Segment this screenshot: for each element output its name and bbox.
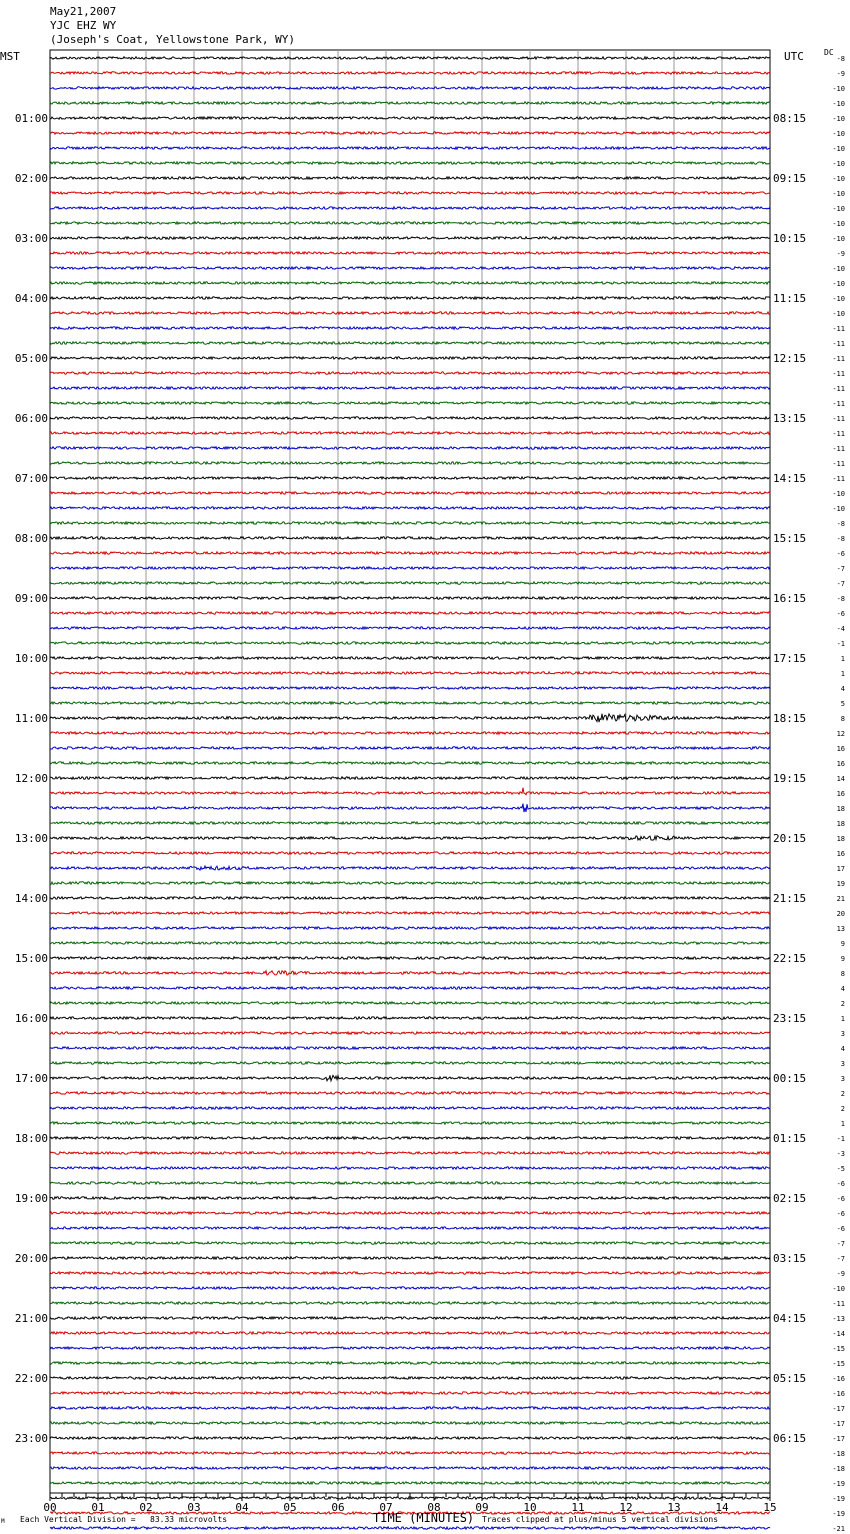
trace-line: [50, 267, 770, 269]
trace-line: [50, 897, 770, 899]
trace-line: [50, 1467, 770, 1469]
trace-line: [50, 1452, 770, 1454]
dc-offset-label: 3: [840, 1075, 845, 1083]
dc-offset-label: -10: [832, 130, 845, 138]
trace-line: [50, 971, 770, 975]
trace-line: [50, 1062, 770, 1064]
trace-line: [50, 507, 770, 509]
dc-offset-label: -1: [836, 640, 845, 648]
trace-line: [50, 942, 770, 944]
trace-line: [50, 836, 770, 840]
hour-label-left: 01:00: [14, 112, 48, 125]
hour-label-right: 23:15: [773, 1012, 807, 1025]
trace-line: [50, 1137, 770, 1139]
x-tick-label: 05: [283, 1501, 297, 1514]
trace-line: [50, 1227, 770, 1229]
dc-offset-label: -7: [836, 1240, 845, 1248]
dc-offset-label: -18: [832, 1450, 845, 1458]
x-tick-label: 12: [619, 1501, 633, 1514]
trace-line: [50, 987, 770, 989]
trace-line: [50, 1152, 770, 1154]
dc-offset-label: -7: [836, 1255, 845, 1263]
trace-line: [50, 1272, 770, 1274]
dc-offset-label: -10: [832, 100, 845, 108]
hour-label-right: 01:15: [773, 1132, 807, 1145]
hour-label-right: 00:15: [773, 1072, 807, 1085]
dc-offset-label: 2: [840, 1090, 845, 1098]
hour-label-right: 22:15: [773, 952, 807, 965]
trace-line: [50, 762, 770, 764]
hour-label-left: 08:00: [14, 532, 48, 545]
trace-line: [50, 1497, 770, 1499]
dc-offset-label: -11: [832, 370, 845, 378]
hour-label-left: 11:00: [14, 712, 48, 725]
x-tick-label: 06: [331, 1501, 345, 1514]
trace-line: [50, 417, 770, 419]
trace-line: [50, 1332, 770, 1334]
dc-offset-label: -11: [832, 325, 845, 333]
trace-line: [50, 147, 770, 149]
hour-label-right: 13:15: [773, 412, 807, 425]
trace-line: [50, 1122, 770, 1124]
dc-offset-label: 4: [840, 985, 845, 993]
dc-offset-label: 1: [840, 1015, 845, 1023]
trace-line: [50, 732, 770, 734]
trace-line: [50, 237, 770, 239]
dc-offset-label: -7: [836, 565, 845, 573]
trace-line: [50, 1407, 770, 1409]
hour-label-right: 18:15: [773, 712, 807, 725]
dc-offset-label: -8: [836, 595, 845, 603]
trace-line: [50, 582, 770, 584]
dc-offset-label: -11: [832, 445, 845, 453]
dc-offset-label: -8: [836, 520, 845, 528]
dc-offset-label: -10: [832, 115, 845, 123]
dc-offset-label: -13: [832, 1315, 845, 1323]
scale-note: Each Vertical Division = 83.33 microvolts: [20, 1515, 228, 1524]
dc-offset-label: -10: [832, 505, 845, 513]
dc-offset-label: -11: [832, 430, 845, 438]
trace-line: [50, 822, 770, 824]
trace-line: [50, 447, 770, 449]
hour-label-left: 02:00: [14, 172, 48, 185]
dc-offset-label: -10: [832, 280, 845, 288]
dc-offset-label: -16: [832, 1375, 845, 1383]
dc-offset-label: 5: [840, 700, 845, 708]
trace-line: [50, 1527, 770, 1529]
dc-offset-label: 2: [840, 1000, 845, 1008]
trace-line: [50, 1257, 770, 1259]
trace-line: [50, 1422, 770, 1424]
hour-labels: [15, 55, 845, 1534]
clip-note: Traces clipped at plus/minus 5 vertical divisions: [482, 1515, 719, 1524]
dc-offset-label: -10: [832, 235, 845, 243]
dc-offset-label: 18: [836, 820, 845, 828]
hour-label-left: 20:00: [14, 1252, 48, 1265]
trace-line: [50, 342, 770, 344]
trace-line: [50, 747, 770, 749]
hour-label-right: 20:15: [773, 832, 807, 845]
trace-line: [50, 87, 770, 89]
dc-offset-label: 16: [836, 790, 845, 798]
trace-line: [50, 1377, 770, 1379]
x-tick-label: 11: [571, 1501, 585, 1514]
dc-offset-label: -11: [832, 475, 845, 483]
x-tick-label: 00: [43, 1501, 57, 1514]
hour-label-left: 18:00: [14, 1132, 48, 1145]
dc-offset-label: -15: [832, 1360, 845, 1368]
x-tick-label: 08: [427, 1501, 441, 1514]
trace-line: [50, 372, 770, 374]
right-timezone-label: UTC: [784, 50, 804, 63]
hour-label-right: 05:15: [773, 1372, 807, 1385]
dc-offset-label: -6: [836, 1225, 845, 1233]
hour-label-right: 19:15: [773, 772, 807, 785]
x-tick-label: 02: [139, 1501, 153, 1514]
x-tick-label: 09: [475, 1501, 489, 1514]
dc-offset-label: 8: [840, 715, 845, 723]
dc-offset-label: -19: [832, 1495, 845, 1503]
dc-offset-label: 3: [840, 1060, 845, 1068]
dc-offset-label: -10: [832, 175, 845, 183]
dc-offset-label: 2: [840, 1105, 845, 1113]
trace-line: [50, 162, 770, 164]
dc-offset-label: -9: [836, 250, 845, 258]
dc-offset-label: -10: [832, 160, 845, 168]
x-tick-label: 14: [715, 1501, 729, 1514]
hour-label-right: 16:15: [773, 592, 807, 605]
dc-offset-label: -15: [832, 1345, 845, 1353]
hour-label-left: 21:00: [14, 1312, 48, 1325]
trace-line: [50, 552, 770, 554]
trace-line: [50, 252, 770, 254]
header-location: (Joseph's Coat, Yellowstone Park, WY): [50, 33, 296, 46]
trace-line: [50, 642, 770, 644]
dc-offset-label: -6: [836, 550, 845, 558]
trace-line: [50, 537, 770, 539]
trace-line: [50, 1287, 770, 1289]
dc-offset-label: -11: [832, 415, 845, 423]
trace-line: [50, 1002, 770, 1004]
hour-label-left: 19:00: [14, 1192, 48, 1205]
dc-offset-label: -3: [836, 1150, 845, 1158]
trace-line: [50, 477, 770, 479]
corner-mark: M: [1, 1518, 5, 1525]
left-timezone-label: MST: [0, 50, 20, 63]
hour-label-right: 04:15: [773, 1312, 807, 1325]
trace-line: [50, 72, 770, 74]
trace-line: [50, 1107, 770, 1109]
dc-offset-label: 20: [836, 910, 845, 918]
dc-offset-label: -17: [832, 1405, 845, 1413]
hour-label-right: 17:15: [773, 652, 807, 665]
trace-line: [50, 357, 770, 359]
dc-offset-label: 16: [836, 745, 845, 753]
trace-line: [50, 1437, 770, 1439]
trace-line: [50, 1032, 770, 1034]
hour-label-left: 16:00: [14, 1012, 48, 1025]
dc-offset-label: -4: [836, 625, 845, 633]
trace-line: [50, 282, 770, 284]
trace-line: [50, 297, 770, 299]
header-date: May21,2007: [50, 5, 117, 18]
dc-offset-label: -17: [832, 1435, 845, 1443]
plot-frame: [50, 50, 770, 1493]
trace-line: [50, 927, 770, 929]
trace-line: [50, 657, 770, 659]
trace-line: [50, 1347, 770, 1349]
trace-line: [50, 912, 770, 914]
x-tick-label: 03: [187, 1501, 201, 1514]
x-tick-label: 07: [379, 1501, 393, 1514]
dc-offset-label: 21: [836, 895, 845, 903]
dc-offset-label: 13: [836, 925, 845, 933]
trace-line: [50, 788, 770, 795]
trace-line: [50, 102, 770, 104]
trace-line: [50, 597, 770, 599]
dc-offset-label: -10: [832, 265, 845, 273]
dc-offset-label: 1: [840, 670, 845, 678]
x-axis-title: TIME (MINUTES): [373, 1511, 475, 1525]
grid-lines: [50, 50, 770, 1493]
trace-line: [50, 1182, 770, 1184]
dc-offset-label: -10: [832, 190, 845, 198]
trace-line: [50, 57, 770, 59]
dc-offset-label: -6: [836, 610, 845, 618]
trace-line: [50, 1212, 770, 1214]
trace-line: [50, 1392, 770, 1394]
dc-offset-label: -5: [836, 1165, 845, 1173]
dc-offset-label: -11: [832, 385, 845, 393]
dc-offset-label: 18: [836, 805, 845, 813]
trace-line: [50, 1242, 770, 1244]
hour-label-left: 12:00: [14, 772, 48, 785]
hour-label-left: 10:00: [14, 652, 48, 665]
trace-line: [50, 402, 770, 404]
trace-line: [50, 804, 770, 813]
dc-offset-label: 9: [840, 940, 845, 948]
dc-offset-label: 1: [840, 655, 845, 663]
dc-offset-label: -10: [832, 205, 845, 213]
trace-line: [50, 1075, 770, 1081]
trace-line: [50, 222, 770, 224]
trace-line: [50, 432, 770, 434]
hour-label-right: 15:15: [773, 532, 807, 545]
dc-offset-label: -6: [836, 1180, 845, 1188]
hour-label-left: 05:00: [14, 352, 48, 365]
trace-line: [50, 462, 770, 464]
dc-offset-label: 16: [836, 760, 845, 768]
dc-offset-label: -8: [836, 55, 845, 63]
hour-label-right: 03:15: [773, 1252, 807, 1265]
trace-line: [50, 1197, 770, 1199]
trace-line: [50, 492, 770, 494]
hour-label-left: 07:00: [14, 472, 48, 485]
dc-offset-label: 17: [836, 865, 845, 873]
trace-line: [50, 957, 770, 959]
dc-offset-label: -11: [832, 400, 845, 408]
x-tick-label: 04: [235, 1501, 249, 1514]
dc-offset-label: -10: [832, 220, 845, 228]
dc-offset-label: -16: [832, 1390, 845, 1398]
trace-line: [50, 1167, 770, 1169]
trace-line: [50, 312, 770, 314]
trace-line: [50, 777, 770, 779]
x-tick-label: 10: [523, 1501, 537, 1514]
trace-line: [50, 1047, 770, 1049]
trace-line: [50, 177, 770, 179]
dc-offset-label: -9: [836, 70, 845, 78]
trace-line: [50, 207, 770, 209]
trace-line: [50, 387, 770, 389]
dc-offset-label: -6: [836, 1210, 845, 1218]
trace-line: [50, 702, 770, 704]
dc-offset-label: -10: [832, 490, 845, 498]
trace-line: [50, 714, 770, 722]
dc-offset-label: -11: [832, 340, 845, 348]
dc-offset-label: -6: [836, 1195, 845, 1203]
dc-offset-label: -19: [832, 1480, 845, 1488]
trace-line: [50, 567, 770, 569]
trace-line: [50, 882, 770, 884]
trace-line: [50, 522, 770, 524]
dc-offset-label: -11: [832, 460, 845, 468]
hour-label-right: 21:15: [773, 892, 807, 905]
hour-label-right: 06:15: [773, 1432, 807, 1445]
dc-offset-label: -10: [832, 295, 845, 303]
dc-offset-label: -10: [832, 310, 845, 318]
dc-offset-label: 4: [840, 685, 845, 693]
dc-offset-label: -7: [836, 580, 845, 588]
hour-label-left: 04:00: [14, 292, 48, 305]
dc-offset-label: -19: [832, 1510, 845, 1518]
hour-label-right: 12:15: [773, 352, 807, 365]
dc-offset-label: 4: [840, 1045, 845, 1053]
trace-line: [50, 1302, 770, 1304]
hour-label-left: 22:00: [14, 1372, 48, 1385]
trace-line: [50, 627, 770, 629]
dc-offset-label: -8: [836, 535, 845, 543]
dc-offset-label: 1: [840, 1120, 845, 1128]
hour-label-left: 06:00: [14, 412, 48, 425]
hour-label-right: 08:15: [773, 112, 807, 125]
trace-line: [50, 1092, 770, 1094]
dc-offset-label: 19: [836, 880, 845, 888]
x-tick-label: 13: [667, 1501, 681, 1514]
hour-label-left: 09:00: [14, 592, 48, 605]
trace-line: [50, 1017, 770, 1019]
trace-line: [50, 866, 770, 870]
dc-offset-label: 18: [836, 835, 845, 843]
trace-line: [50, 1317, 770, 1319]
hour-label-left: 15:00: [14, 952, 48, 965]
hour-label-left: 13:00: [14, 832, 48, 845]
dc-offset-label: 8: [840, 970, 845, 978]
x-tick-label: 01: [91, 1501, 105, 1514]
trace-line: [50, 327, 770, 329]
header-station: YJC EHZ WY: [50, 19, 117, 32]
dc-offset-label: -18: [832, 1465, 845, 1473]
dc-offset-label: 14: [836, 775, 845, 783]
trace-line: [50, 1362, 770, 1364]
hour-label-left: 03:00: [14, 232, 48, 245]
dc-offset-label: 16: [836, 850, 845, 858]
dc-offset-label: 3: [840, 1030, 845, 1038]
hour-label-right: 09:15: [773, 172, 807, 185]
hour-label-left: 14:00: [14, 892, 48, 905]
trace-line: [50, 612, 770, 614]
x-tick-label: 15: [763, 1501, 777, 1514]
trace-line: [50, 117, 770, 119]
hour-label-left: 23:00: [14, 1432, 48, 1445]
dc-offset-label: 9: [840, 955, 845, 963]
trace-series: [50, 57, 770, 1534]
hour-label-right: 14:15: [773, 472, 807, 485]
dc-offset-label: -10: [832, 145, 845, 153]
trace-line: [50, 192, 770, 194]
dc-offset-label: -21: [832, 1525, 845, 1533]
dc-offset-label: -17: [832, 1420, 845, 1428]
dc-offset-label: -10: [832, 1285, 845, 1293]
dc-offset-label: -9: [836, 1270, 845, 1278]
dc-offset-label: -14: [832, 1330, 845, 1338]
trace-line: [50, 687, 770, 689]
trace-line: [50, 132, 770, 134]
hour-label-right: 10:15: [773, 232, 807, 245]
trace-line: [50, 852, 770, 854]
dc-offset-label: -1: [836, 1135, 845, 1143]
trace-line: [50, 1482, 770, 1484]
dc-offset-label: -10: [832, 85, 845, 93]
hour-label-right: 02:15: [773, 1192, 807, 1205]
dc-offset-label: -11: [832, 1300, 845, 1308]
hour-label-right: 11:15: [773, 292, 807, 305]
dc-offset-label: -11: [832, 355, 845, 363]
dc-offset-label: 12: [836, 730, 845, 738]
trace-line: [50, 672, 770, 674]
dc-label: DC: [824, 48, 834, 57]
hour-label-left: 17:00: [14, 1072, 48, 1085]
